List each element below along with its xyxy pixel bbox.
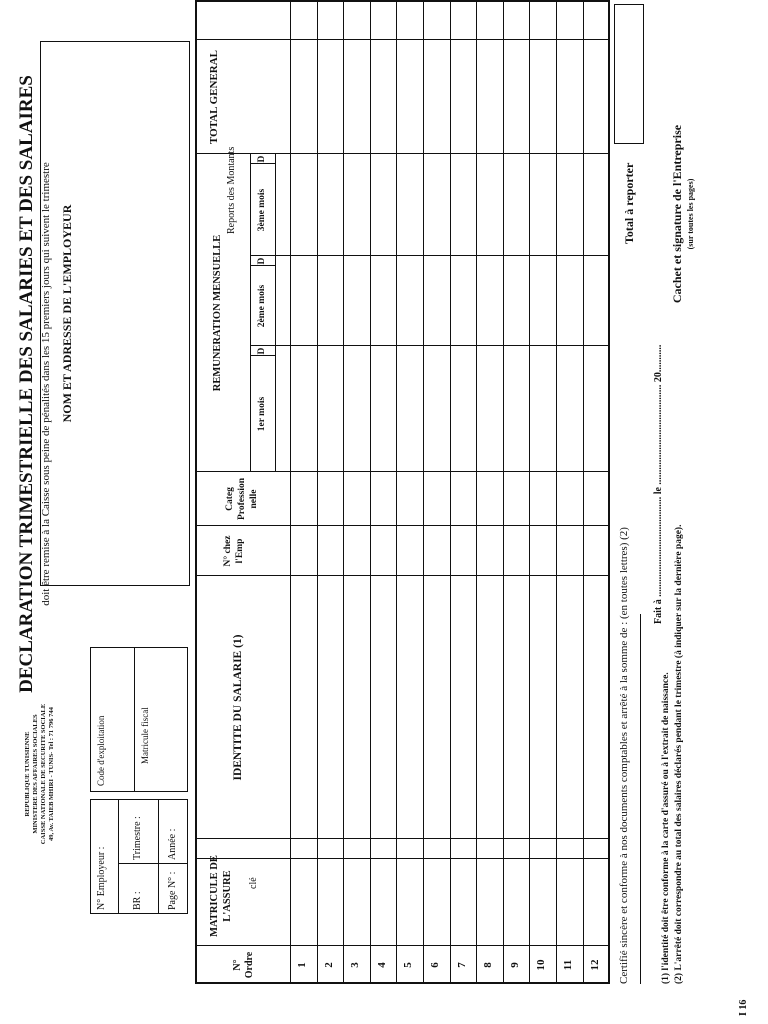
total-reporter-label: Total à reporter [622,162,636,244]
row-number: 11 [562,959,574,971]
employer-address-title: NOM ET ADRESSE DE L'EMPLOYEUR [60,204,74,423]
header-d-1: D [257,347,267,355]
form-title: DECLARATION TRIMESTRIELLE DES SALARIES ET DES SALAIRES [16,75,37,693]
table-row[interactable] [476,0,477,984]
table-row[interactable] [583,0,584,984]
fait-a-line[interactable]: Fait à ........................................ le ........................................ 20........... [653,344,664,624]
code-exploitation-field[interactable]: Code d'exploitation [96,715,106,786]
org-line-3: CAISSE NATIONALE DE SECURITE SOCIALE [40,703,47,845]
header-matricule: MATRICULE DE L'ASSURE [209,855,233,937]
header-month-2: 2ème mois [257,284,267,328]
footnote-2: (2) L'arrêté doit correspondre au total des salaires déclarés pendant le trimestre (à indiquer sur la dernière page). [674,524,684,984]
org-line-2: MINISTERE DES AFFAIRES SOCIALES [32,714,39,834]
table-row[interactable] [503,0,504,984]
row-number: 3 [349,962,362,968]
header-identite: IDENTITE DU SALARIE (1) [232,634,244,781]
total-reporter-box[interactable] [614,4,644,144]
table-row[interactable] [343,0,344,984]
row-number: 2 [322,962,335,968]
table-row[interactable] [370,0,371,984]
row-number: 6 [429,962,441,968]
cachet-note: (sur toutes les pages) [686,178,695,250]
trimestre-field[interactable]: Trimestre : [132,816,143,860]
row-number: 8 [482,962,495,968]
matricule-fiscal-field[interactable]: Matricule fiscal [140,707,150,764]
page-number-field[interactable]: Page N° : [167,871,178,910]
table-row[interactable] [290,0,291,984]
employer-number-field[interactable]: N° Employeur : [96,846,107,910]
row-number: 10 [535,959,548,971]
table-row[interactable] [529,0,530,984]
certifie-text: Certifié sincère et conforme à nos documents comptables et arrêté à la somme de : (en toutes lettres) (2) [618,527,630,984]
header-n-chez-emp: N° chez l'Emp [223,535,245,567]
table-row[interactable] [450,0,451,984]
form-subtitle: doit être remise à la Caisse sous peine de pénalités dans les 15 premiers jours qui suivent le trimestre [40,162,52,606]
footnote-1: (1) l'identité doit être conforme à la carte d'assuré ou à l'extrait de naissance. [661,672,671,984]
annee-field[interactable]: Année : [167,828,178,860]
row-number: 7 [455,962,468,968]
row-number: 5 [402,962,415,968]
amount-words-line[interactable] [640,614,641,984]
header-cle: clé [248,877,259,889]
br-field[interactable]: BR : [132,891,143,910]
header-total-general: TOTAL GENERAL [208,49,220,145]
table-row[interactable] [423,0,424,984]
header-no: N° Ordre [232,951,255,979]
cachet-signature: Cachet et signature de l'Entreprise [670,124,684,304]
header-categ-pro: Categ Profession nelle [225,477,259,521]
org-line-1: REPUBLIQUE TUNISIENNE [24,731,31,817]
header-month-3: 3ème mois [257,188,267,232]
table-row[interactable] [317,0,318,984]
header-remuneration: REMUNERATION MENSUELLE [212,234,223,392]
page-code: I 16 [738,999,749,1016]
org-line-4: 49, Av. TAIEB MHIRI - TUNIS- Tel : 71 796 744 [48,707,55,841]
row-number: 9 [508,962,521,968]
row-number: 12 [588,959,601,971]
row-number: 1 [296,962,308,968]
header-d-2: D [257,257,267,265]
header-month-1: 1er mois [257,396,267,432]
header-reports: Reports des Montants [226,146,237,234]
table-row[interactable] [396,0,397,984]
row-number: 4 [375,962,388,968]
header-d-3: D [257,155,267,163]
table-row[interactable] [556,0,557,984]
